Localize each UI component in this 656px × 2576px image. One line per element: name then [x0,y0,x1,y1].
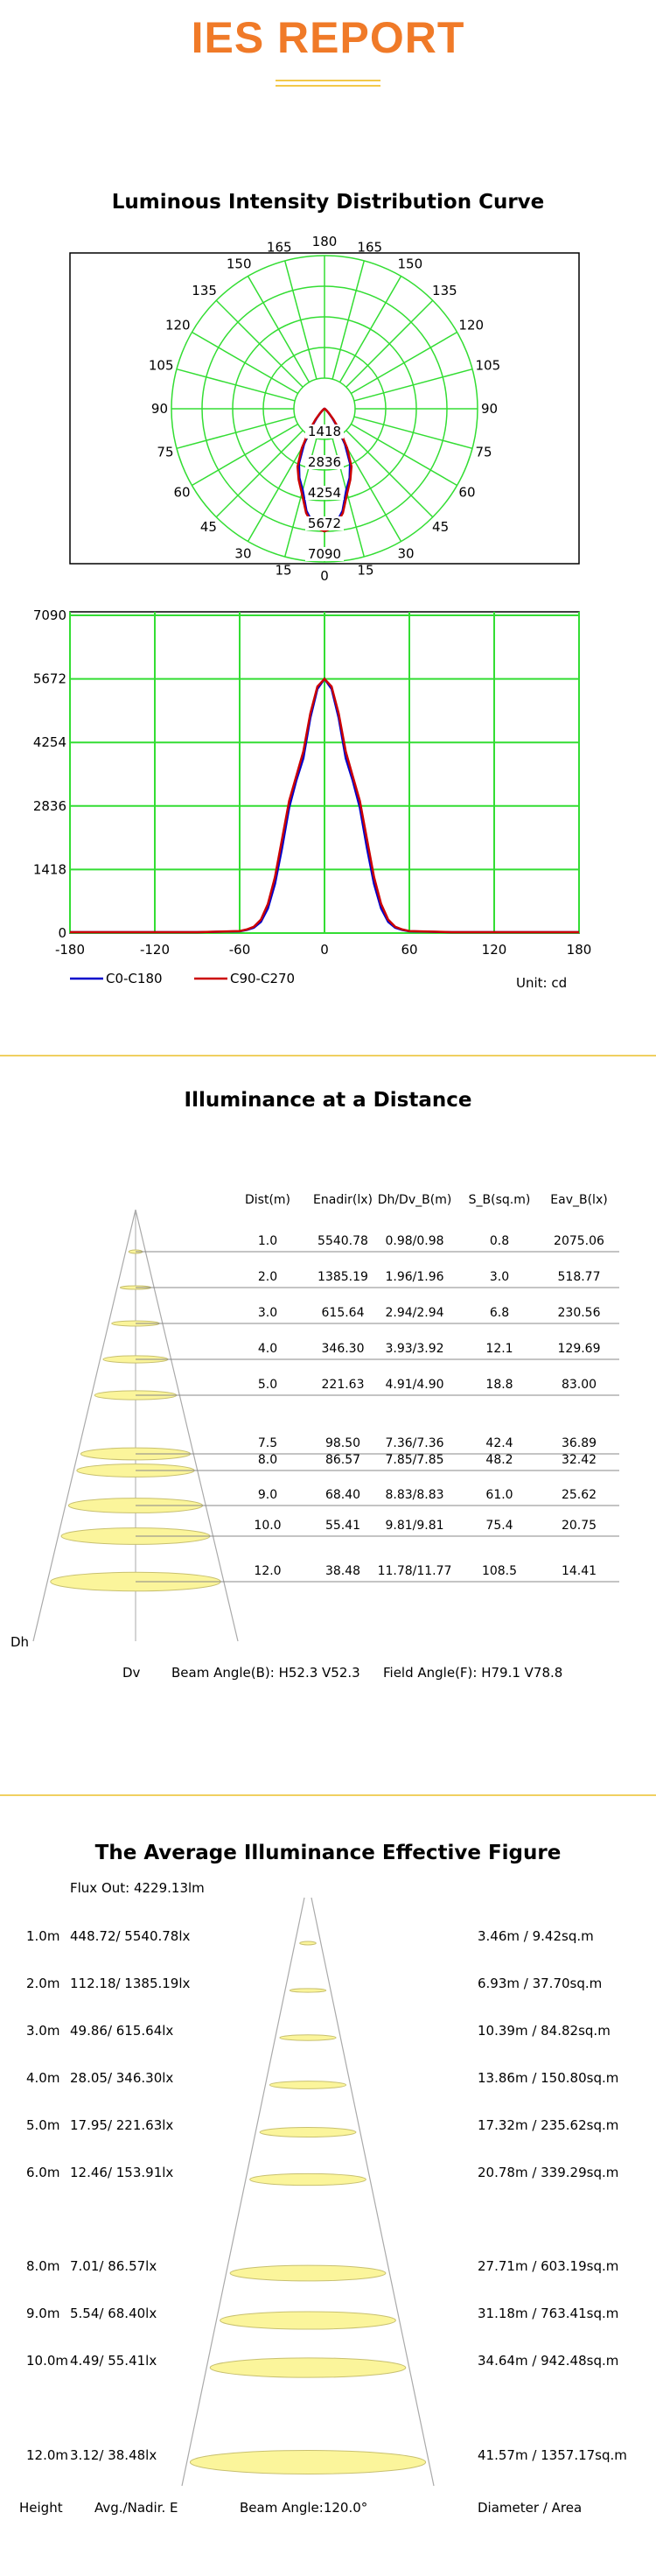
distance-cell: 221.63 [321,1378,365,1392]
distance-cell: 9.0 [257,1488,278,1502]
avg-height: 9.0m [26,2306,60,2321]
polar-angle-label: 45 [432,519,450,536]
avg-illuminance: 28.05/ 346.30lx [70,2070,174,2086]
y-tick-label: 1418 [32,861,66,878]
distance-header: Dist(m) [244,1193,291,1207]
avg-illuminance: 17.95/ 221.63lx [70,2117,174,2133]
distance-cell: 20.75 [561,1519,597,1533]
report-title: IES REPORT [191,13,465,62]
avg-illuminance: 5.54/ 68.40lx [70,2306,157,2321]
polar-radial-tick: 7090 [307,546,342,562]
polar-angle-label: 60 [173,484,191,501]
footer-avg: Avg./Nadir. E [94,2500,178,2516]
legend-c90-label: C90-C270 [230,971,296,986]
avg-ellipse [230,2265,386,2281]
avg-diameter: 27.71m / 603.19sq.m [478,2258,619,2274]
distance-cell: 32.42 [561,1453,597,1467]
x-tick-label: 180 [566,942,592,958]
avg-ellipse [190,2451,425,2474]
avg-height: 12.0m [26,2447,69,2463]
polar-angle-label: 90 [481,401,499,417]
distance-cell: 3.0 [257,1306,278,1320]
distance-cell: 1.0 [257,1234,278,1248]
distance-cell: 108.5 [481,1564,518,1578]
avg-illuminance: 12.46/ 153.91lx [70,2165,174,2180]
distance-cell: 615.64 [321,1306,365,1320]
line-chart [0,604,656,998]
distance-cell: 42.4 [485,1436,513,1450]
distance-cell: 12.0 [254,1564,282,1578]
x-tick-label: -60 [228,942,251,958]
title-underline [276,80,380,81]
polar-angle-label: 150 [397,256,423,272]
unit-label: Unit: cd [516,975,568,991]
x-tick-label: 120 [481,942,507,958]
distance-cell: 83.00 [561,1378,597,1392]
distance-cell: 36.89 [561,1436,597,1450]
distance-cell: 7.85/7.85 [385,1453,444,1467]
polar-angle-label: 15 [275,562,292,579]
avg-ellipse [260,2128,356,2137]
legend-c0-label: C0-C180 [106,971,163,986]
avg-diameter: 31.18m / 763.41sq.m [478,2306,619,2321]
polar-angle-label: 120 [164,317,191,333]
avg-cone-right [311,1898,434,2486]
polar-angle-label: 135 [432,282,457,298]
avg-diameter: 3.46m / 9.42sq.m [478,1928,594,1944]
polar-angle-label: 180 [311,236,338,249]
avg-diameter: 34.64m / 942.48sq.m [478,2353,619,2369]
avg-ellipse [269,2081,345,2089]
polar-angle-label: 45 [199,519,217,536]
distance-cell: 1385.19 [318,1270,368,1284]
legend [70,971,567,991]
distance-cell: 346.30 [321,1342,365,1356]
avg-illuminance: 7.01/ 86.57lx [70,2258,157,2274]
distance-header: Eav_B(lx) [550,1193,608,1207]
y-tick-label: 4254 [32,734,66,751]
avg-diameter: 10.39m / 84.82sq.m [478,2023,611,2039]
polar-angle-label: 105 [148,357,174,374]
polar-radial-tick: 1418 [307,424,342,439]
average-title: The Average Illuminance Effective Figure [94,1842,562,1864]
distance-cell: 1.96/1.96 [385,1270,444,1284]
polar-angle-label: 15 [357,562,374,579]
polar-angle-label: 120 [458,317,485,333]
distance-cell: 230.56 [557,1306,601,1320]
polar-angle-label: 75 [157,444,174,460]
distance-cell: 6.8 [489,1306,510,1320]
polar-angle-label: 30 [234,545,252,562]
distance-cell: 5.0 [257,1378,278,1392]
polar-angle-label: 75 [475,444,492,460]
distance-cell: 518.77 [557,1270,601,1284]
avg-illuminance: 3.12/ 38.48lx [70,2447,157,2463]
avg-ellipse [290,1989,325,1992]
distance-header: Dh/Dv_B(m) [377,1193,452,1207]
distance-cell: 5540.78 [318,1234,368,1248]
footer-height: Height [19,2500,63,2516]
footer-beam: Beam Angle:120.0° [240,2500,368,2516]
polar-chart [0,236,656,586]
distance-cell: 10.0 [254,1519,282,1533]
polar-angle-label: 60 [458,484,476,501]
distance-cell: 3.0 [489,1270,510,1284]
avg-height: 8.0m [26,2258,60,2274]
distance-cell: 7.5 [257,1436,278,1450]
polar-radial-tick: 2836 [307,454,342,470]
distance-cell: 55.41 [325,1519,361,1533]
distance-cell: 86.57 [325,1453,361,1467]
x-tick-label: 0 [320,942,329,958]
distance-cell: 61.0 [485,1488,513,1502]
polar-angle-label: 105 [475,357,501,374]
distance-cell: 4.91/4.90 [385,1378,444,1392]
avg-height: 3.0m [26,2023,60,2039]
avg-diameter: 41.57m / 1357.17sq.m [478,2447,627,2463]
distance-cell: 9.81/9.81 [385,1519,444,1533]
polar-angle-label: 135 [192,282,217,298]
y-tick-label: 5672 [32,670,66,687]
title-underline-2 [276,85,380,87]
avg-illuminance: 49.86/ 615.64lx [70,2023,174,2039]
distance-cell: 0.98/0.98 [385,1234,444,1248]
distance-cell: 98.50 [325,1436,361,1450]
distance-cell: 4.0 [257,1342,278,1356]
avg-diameter: 6.93m / 37.70sq.m [478,1976,603,1991]
distance-cell: 8.0 [257,1453,278,1467]
avg-diameter: 17.32m / 235.62sq.m [478,2117,619,2133]
distance-cell: 3.93/3.92 [385,1342,444,1356]
dh-label: Dh [10,1634,30,1650]
distance-cell: 75.4 [485,1519,513,1533]
avg-height: 4.0m [26,2070,60,2086]
distance-header: Enadir(lx) [313,1193,373,1207]
distance-cell: 8.83/8.83 [385,1488,444,1502]
distance-figure [0,1173,656,1698]
section-divider [0,1055,656,1056]
field-angle-label: Field Angle(F): H79.1 V78.8 [383,1665,563,1681]
polar-radial-tick: 4254 [307,485,342,501]
distance-title: Illuminance at a Distance [184,1089,472,1112]
avg-cone-left [182,1898,304,2486]
flux-label: Flux Out: 4229.13lm [70,1880,205,1896]
x-tick-label: -120 [139,942,171,958]
distance-cell: 14.41 [561,1564,597,1578]
polar-chart-title: Luminous Intensity Distribution Curve [111,191,545,214]
distance-cell: 48.2 [485,1453,513,1467]
polar-angle-label: 165 [357,239,383,256]
polar-angle-label: 30 [397,545,415,562]
distance-cell: 25.62 [561,1488,597,1502]
polar-angle-label: 90 [150,401,168,417]
footer-diam: Diameter / Area [478,2500,583,2516]
x-tick-label: -180 [54,942,86,958]
avg-illuminance: 4.49/ 55.41lx [70,2353,157,2369]
distance-header: S_B(sq.m) [468,1193,531,1207]
distance-cell: 12.1 [485,1342,513,1356]
dv-label: Dv [122,1665,141,1681]
avg-diameter: 20.78m / 339.29sq.m [478,2165,619,2180]
polar-angle-label: 150 [226,256,252,272]
avg-height: 5.0m [26,2117,60,2133]
avg-height: 6.0m [26,2165,60,2180]
distance-cell: 2.0 [257,1270,278,1284]
polar-angle-label: 0 [320,568,329,584]
y-tick-label: 7090 [32,607,66,623]
avg-height: 2.0m [26,1976,60,1991]
avg-ellipse [250,2173,366,2185]
distance-cell: 2075.06 [554,1234,604,1248]
avg-ellipse [210,2358,406,2377]
distance-cell: 0.8 [489,1234,510,1248]
avg-ellipse [280,2035,336,2040]
avg-ellipse [300,1941,317,1945]
distance-cell: 18.8 [485,1378,513,1392]
section-divider-2 [0,1794,656,1796]
avg-diameter: 13.86m / 150.80sq.m [478,2070,619,2086]
distance-cell: 68.40 [325,1488,361,1502]
distance-cell: 11.78/11.77 [377,1564,452,1578]
distance-cell: 7.36/7.36 [385,1436,444,1450]
avg-height: 1.0m [26,1928,60,1944]
avg-illuminance: 448.72/ 5540.78lx [70,1928,191,1944]
polar-angle-label: 165 [266,239,292,256]
average-figure [0,1873,656,2573]
distance-cell: 38.48 [325,1564,361,1578]
beam-angle-label: Beam Angle(B): H52.3 V52.3 [171,1665,360,1681]
avg-illuminance: 112.18/ 1385.19lx [70,1976,191,1991]
y-tick-label: 0 [58,925,66,941]
avg-height: 10.0m [26,2353,69,2369]
x-tick-label: 60 [401,942,418,958]
distance-cell: 2.94/2.94 [385,1306,444,1320]
polar-radial-tick: 5672 [307,516,342,531]
distance-cell: 129.69 [557,1342,601,1356]
y-tick-label: 2836 [32,797,66,814]
avg-ellipse [220,2312,396,2329]
